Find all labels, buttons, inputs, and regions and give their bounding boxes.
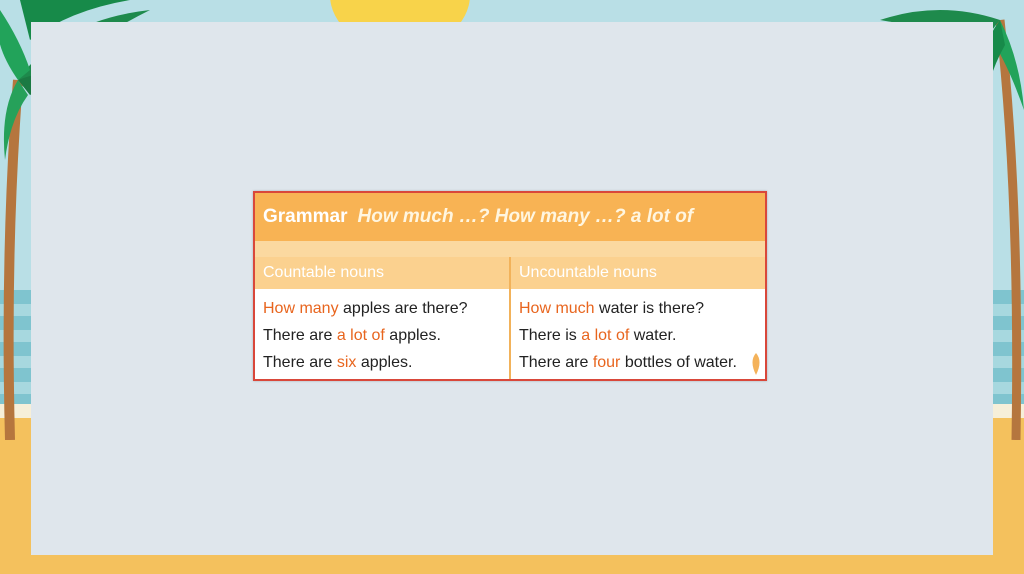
highlight-phrase: six — [336, 354, 357, 371]
row-text: water. — [629, 327, 677, 344]
countable-rows — [255, 289, 509, 376]
row-text: apples. — [384, 327, 441, 344]
row-text: There is — [519, 327, 582, 344]
row-text: apples. — [356, 354, 413, 371]
highlight-phrase: a lot of — [581, 327, 630, 344]
highlight-phrase: four — [592, 354, 621, 371]
table-row — [519, 322, 757, 349]
highlight-phrase: a lot of — [336, 327, 385, 344]
table-row — [519, 349, 757, 376]
grammar-header — [255, 193, 765, 241]
uncountable-column — [509, 257, 765, 379]
highlight-phrase: How much — [519, 300, 595, 317]
grammar-table — [255, 257, 765, 379]
highlight-phrase: How many — [263, 300, 339, 317]
header-divider — [255, 241, 765, 257]
leaf-decoration-icon — [749, 353, 763, 375]
table-row — [519, 295, 757, 322]
row-text: There are — [263, 327, 337, 344]
row-text: There are — [263, 354, 337, 371]
uncountable-rows — [511, 289, 765, 376]
grammar-box — [253, 191, 767, 381]
table-row — [263, 295, 501, 322]
row-text: bottles of water. — [620, 354, 737, 371]
countable-column — [255, 257, 509, 379]
grammar-title: Grammar — [263, 206, 348, 227]
row-text: water is there? — [594, 300, 704, 317]
table-row — [263, 322, 501, 349]
row-text: apples are there? — [338, 300, 468, 317]
column-header-countable: Countable nouns — [255, 257, 509, 289]
column-header-uncountable: Uncountable nouns — [511, 257, 765, 289]
grammar-subtitle: How much …? How many …? a lot of — [357, 206, 694, 227]
row-text: There are — [519, 354, 593, 371]
table-row — [263, 349, 501, 376]
